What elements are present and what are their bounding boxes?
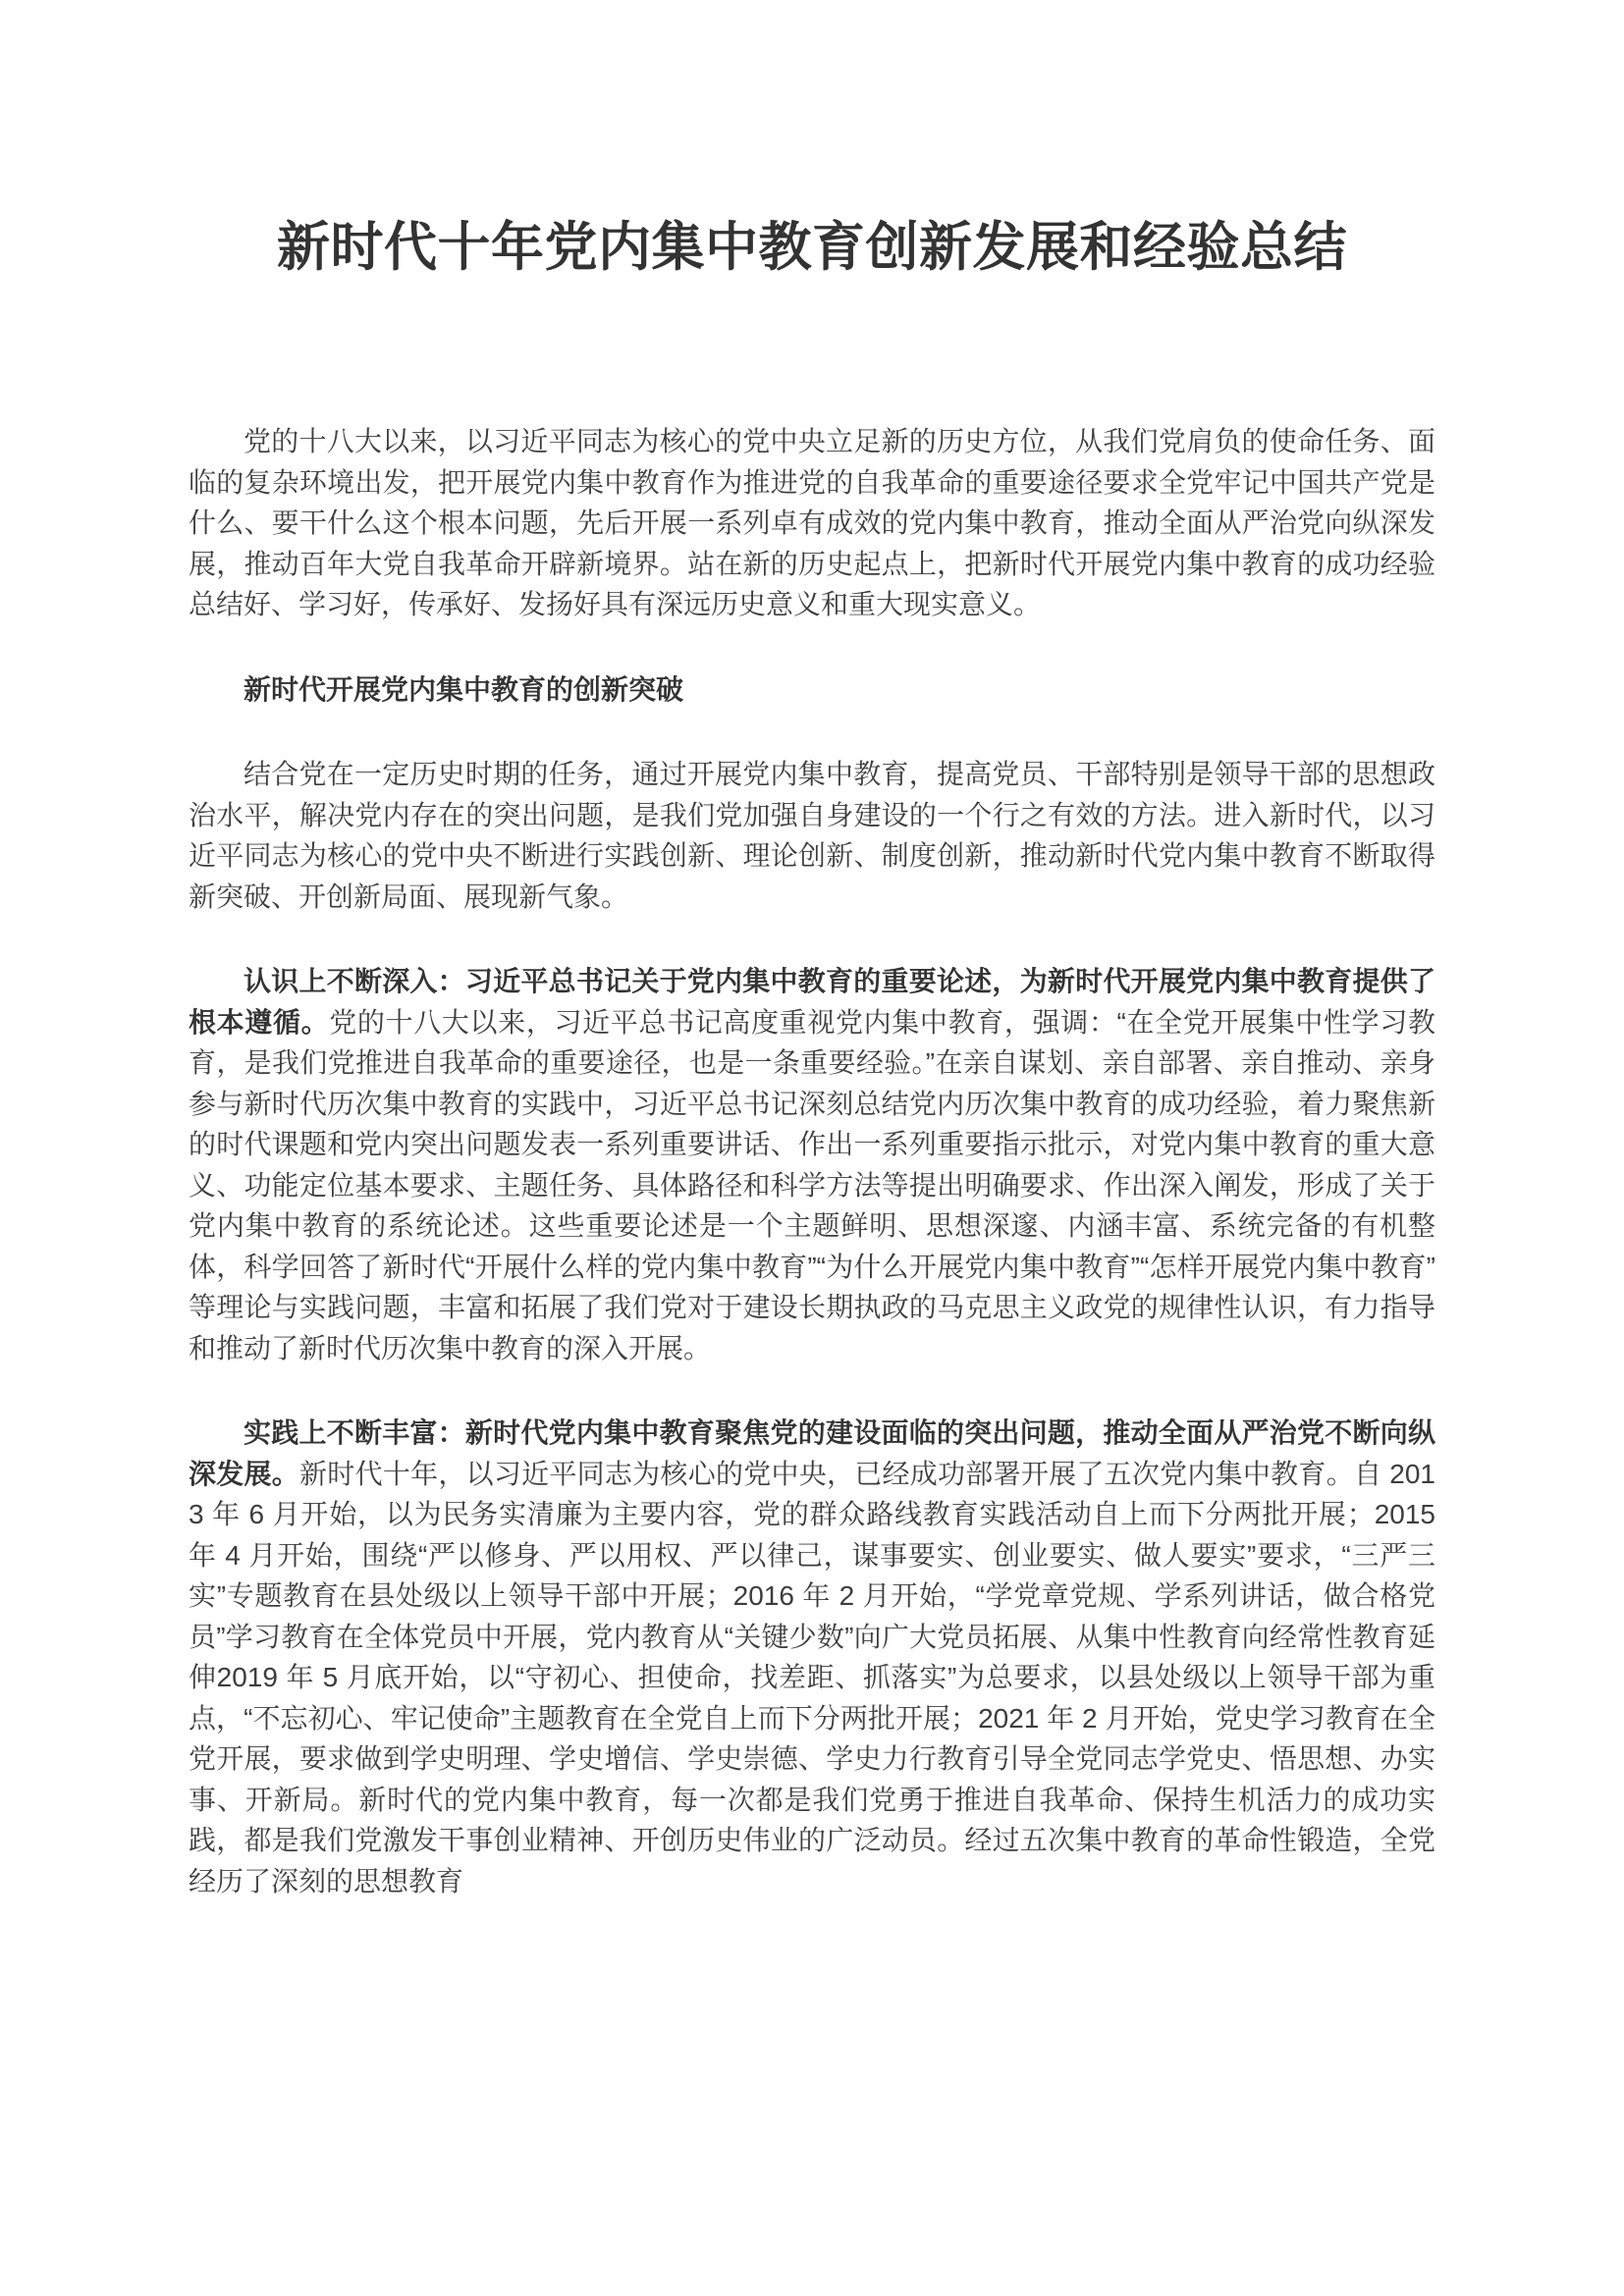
paragraph-understanding-lead: 认识上不断深入：习近平总书记关于党内集中教育的重要论述，为新时代开展党内集中教育提供了根本遵循。 bbox=[189, 966, 1435, 1038]
paragraph-method-text: 结合党在一定历史时期的任务，通过开展党内集中教育，提高党员、干部特别是领导干部的思想政治水平，解决党内存在的突出问题，是我们党加强自身建设的一个行之有效的方法。进入新时代，以习近平同志为核心的党中央不断进行实践创新、理论创新、制度创新，推动新时代党内集中教育不断取得新突破、开创新局面、展现新气象。 bbox=[189, 759, 1435, 912]
document-title: 新时代十年党内集中教育创新发展和经验总结 bbox=[277, 218, 1347, 277]
paragraph-method bbox=[189, 754, 1435, 917]
paragraph-understanding-body: 党的十八大以来，习近平总书记高度重视党内集中教育，强调：“在全党开展集中性学习教育，是我们党推进自我革命的重要途径，也是一条重要经验。”在亲自谋划、亲自部署、亲自推动、亲身参与新时代历次集中教育的实践中，习近平总书记深刻总结党内历次集中教育的成功经验，着力聚焦新的时代课题和党内突出问题发表一系列重要讲话、作出一系列重要指示批示，对党内集中教育的重大意义、功能定位基本要求、主题任务、具体路径和科学方法等提出明确要求、作出深入阐发，形成了关于党内集中教育的系统论述。这些重要论述是一个主题鲜明、思想深邃、内涵丰富、系统完备的有机整体，科学回答了新时代“开展什么样的党内集中教育”“为什么开展党内集中教育”“怎样开展党内集中教育”等理论与实践问题，丰富和拓展了我们党对于建设长期执政的马克思主义政党的规律性认识，有力指导和推动了新时代历次集中教育的深入开展。 bbox=[189, 1006, 1435, 1363]
paragraph-practice bbox=[189, 1413, 1435, 1901]
section-heading-innovation-breakthrough: 新时代开展党内集中教育的创新突破 bbox=[244, 673, 684, 705]
paragraph-intro-text: 党的十八大以来，以习近平同志为核心的党中央立足新的历史方位，从我们党肩负的使命任务、面临的复杂环境出发，把开展党内集中教育作为推进党的自我革命的重要途径要求全党牢记中国共产党是什么、要干什么这个根本问题，先后开展一系列卓有成效的党内集中教育，推动全面从严治党向纵深发展，推动百年大党自我革命开辟新境界。站在新的历史起点上，把新时代开展党内集中教育的成功经验总结好、学习好，传承好、发扬好具有深远历史意义和重大现实意义。 bbox=[189, 426, 1435, 619]
paragraph-practice-body: 新时代十年，以习近平同志为核心的党中央，已经成功部署开展了五次党内集中教育。自 2013 年 6 月开始，以为民务实清廉为主要内容，党的群众路线教育实践活动自上而下分两批开展；2015 年 4 月开始，围绕“严以修身、严以用权、严以律己，谋事要实、创业要实、做人要实”要求，“三严三实”专题教育在县处级以上领导干部中开展；2016 年 2 月开始，“学党章党规、学系列讲话，做合格党员”学习教育在全体党员中开展，党内教育从“关键少数”向广大党员拓展、从集中性教育向经常性教育延伸2019 年 5 月底开始，以“守初心、担使命，找差距、抓落实”为总要求，以县处级以上领导干部为重点，“不忘初心、牢记使命”主题教育在全党自上而下分两批开展；2021 年 2 月开始，党史学习教育在全党开展，要求做到学史明理、学史增信、学史崇德、学史力行教育引导全党同志学党史、悟思想、办实事、开新局。新时代的党内集中教育，每一次都是我们党勇于推进自我革命、保持生机活力的成功实践，都是我们党激发干事创业精神、开创历史伟业的广泛动员。经过五次集中教育的革命性锻造，全党经历了深刻的思想教育 bbox=[189, 1458, 1435, 1896]
paragraph-practice-lead: 实践上不断丰富：新时代党内集中教育聚焦党的建设面临的突出问题，推动全面从严治党不断向纵深发展。 bbox=[189, 1417, 1435, 1489]
paragraph-understanding bbox=[189, 961, 1435, 1368]
paragraph-intro bbox=[189, 421, 1435, 625]
